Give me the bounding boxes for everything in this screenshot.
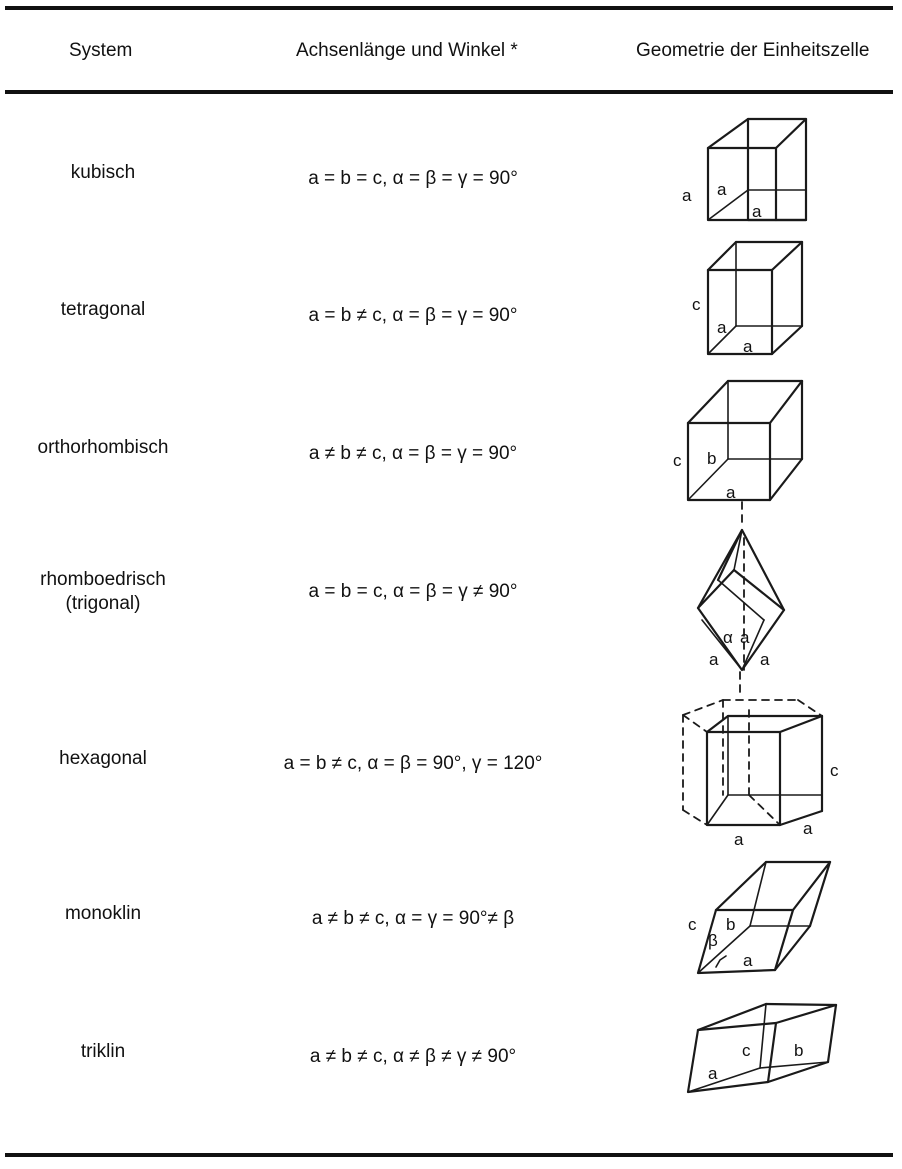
monoclinic-cell-diagram bbox=[688, 862, 830, 973]
edge-label: c bbox=[692, 295, 701, 314]
hexagonal-cell-diagram bbox=[683, 700, 839, 849]
system-name-line2: (trigonal) bbox=[65, 593, 141, 614]
triclinic-cell-diagram bbox=[688, 1004, 836, 1092]
axes-angles: a ≠ b ≠ c, α = γ = 90°≠ β bbox=[311, 908, 515, 929]
edge-label: a bbox=[743, 951, 753, 970]
axes-angles: a = b ≠ c, α = β = γ = 90° bbox=[308, 305, 518, 326]
unit-cell-figures bbox=[660, 100, 900, 1130]
edge-label: c bbox=[830, 761, 839, 780]
edge-label: a bbox=[682, 186, 692, 205]
system-name: kubisch bbox=[70, 162, 136, 183]
system-name: tetragonal bbox=[60, 299, 146, 320]
edge-label: a bbox=[740, 628, 750, 647]
edge-label: a bbox=[709, 650, 719, 669]
edge-label: a bbox=[752, 202, 762, 221]
system-name: rhomboedrisch bbox=[40, 569, 166, 590]
edge-label: a bbox=[717, 180, 727, 199]
rhombohedral-cell-diagram bbox=[698, 530, 784, 696]
system-name: triklin bbox=[80, 1041, 126, 1062]
table-top-rule bbox=[5, 6, 893, 10]
edge-label: a bbox=[726, 483, 736, 502]
edge-label: c bbox=[673, 451, 682, 470]
edge-label: a bbox=[743, 337, 753, 356]
edge-label: a bbox=[717, 318, 727, 337]
system-name: hexagonal bbox=[59, 748, 147, 769]
edge-label: b bbox=[726, 915, 736, 934]
edge-label: c bbox=[742, 1041, 751, 1060]
header-axes: Achsenlänge und Winkel * bbox=[296, 40, 518, 61]
edge-label: b bbox=[794, 1041, 804, 1060]
axes-angles: a = b ≠ c, α = β = 90°, γ = 120° bbox=[283, 753, 543, 774]
system-name: monoklin bbox=[64, 903, 142, 924]
tetragonal-cell-diagram bbox=[692, 242, 802, 356]
angle-label: β bbox=[708, 931, 718, 950]
edge-label: c bbox=[688, 915, 697, 934]
axes-angles: a ≠ b ≠ c, α = β = γ = 90° bbox=[308, 443, 518, 464]
axes-angles: a = b = c, α = β = γ = 90° bbox=[308, 168, 518, 189]
axes-angles: a = b = c, α = β = γ ≠ 90° bbox=[308, 581, 518, 602]
table-bottom-rule bbox=[5, 1153, 893, 1157]
angle-label: α bbox=[723, 628, 733, 647]
system-name: orthorhombisch bbox=[37, 437, 169, 458]
edge-label: a bbox=[734, 830, 744, 849]
cubic-cell-diagram bbox=[682, 119, 806, 221]
orthorhombic-cell-diagram bbox=[673, 381, 802, 528]
edge-label: a bbox=[708, 1064, 718, 1083]
header-system: System bbox=[69, 40, 133, 61]
axes-angles: a ≠ b ≠ c, α ≠ β ≠ γ ≠ 90° bbox=[309, 1046, 517, 1067]
header-geometry: Geometrie der Einheitszelle bbox=[636, 40, 870, 61]
edge-label: a bbox=[803, 819, 813, 838]
edge-label: b bbox=[707, 449, 717, 468]
header-bottom-rule bbox=[5, 90, 893, 94]
edge-label: a bbox=[760, 650, 770, 669]
